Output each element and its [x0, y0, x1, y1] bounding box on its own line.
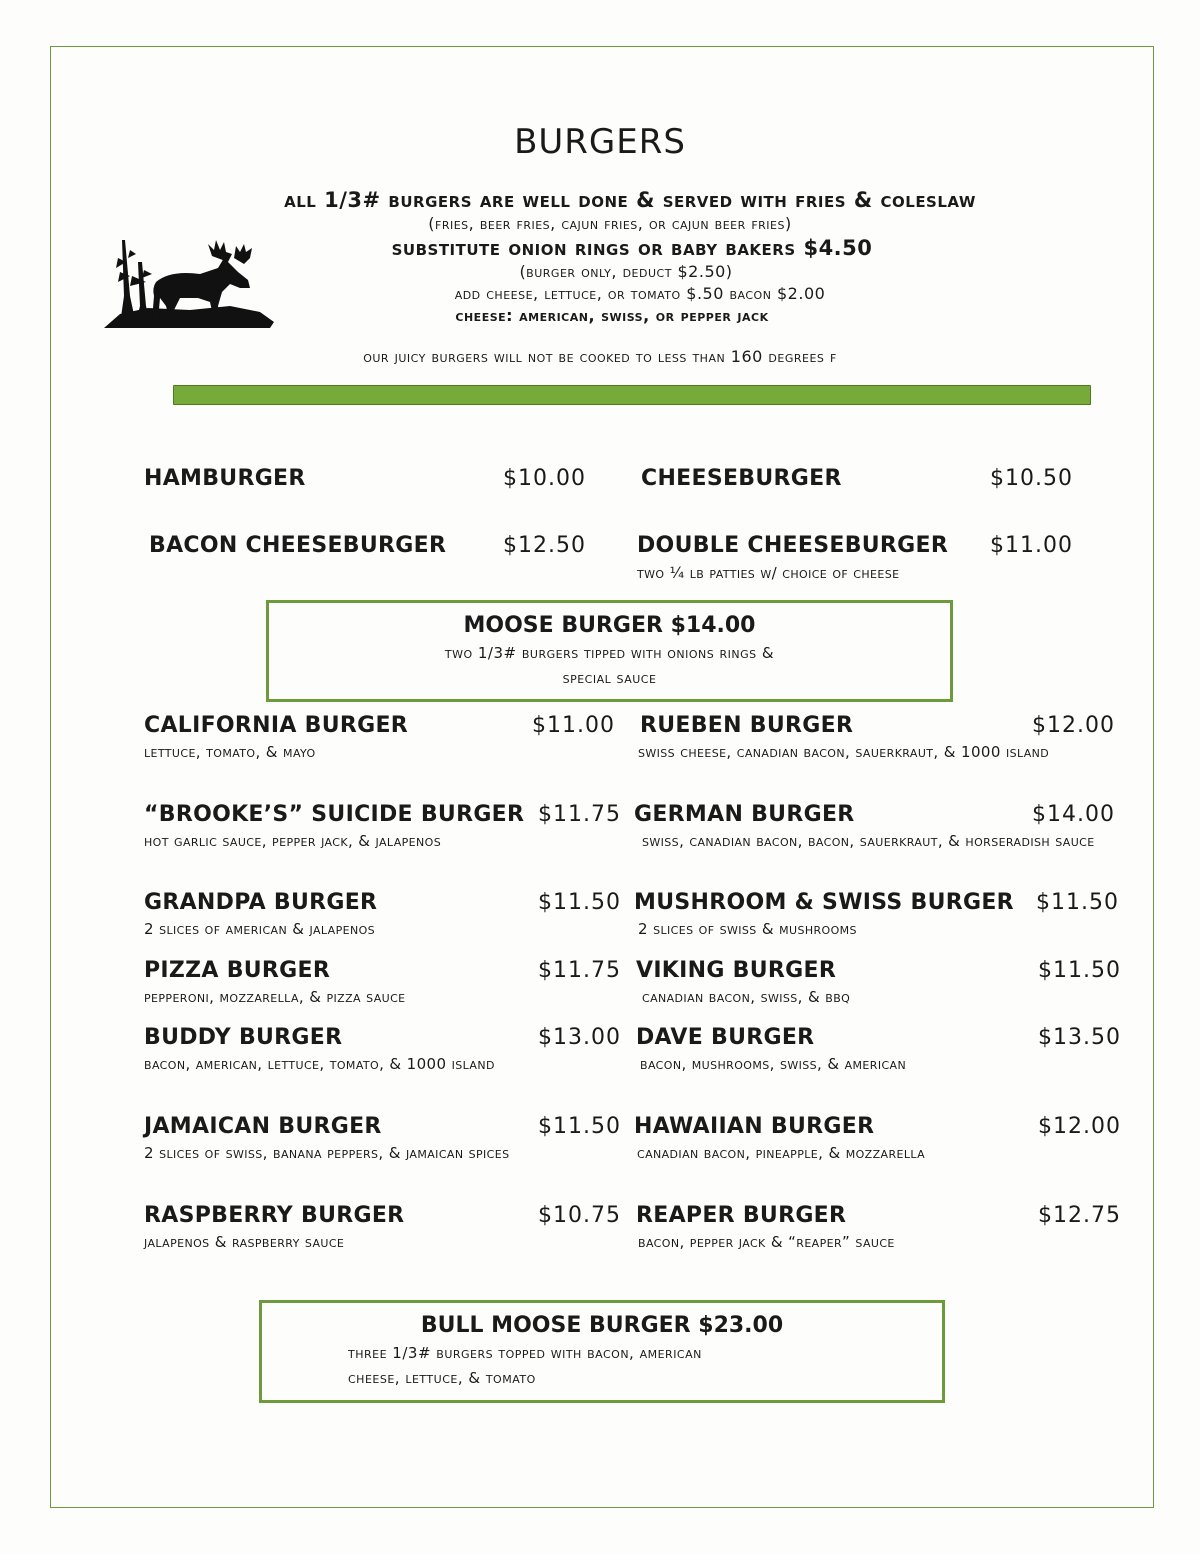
item-name-hawaiian: HAWAIIAN BURGER — [634, 1114, 875, 1139]
item-price-bacon-cheeseburger: $12.50 — [503, 533, 586, 558]
featured-moose-burger-box — [266, 600, 953, 702]
item-desc-dave: bacon, mushrooms, swiss, & american — [640, 1055, 907, 1073]
item-name-california: CALIFORNIA BURGER — [144, 713, 409, 738]
green-divider-bar — [173, 385, 1091, 405]
intro-cheese-choices: cheese: american, swiss, or pepper jack — [455, 306, 769, 325]
item-name-viking: VIKING BURGER — [636, 958, 837, 983]
item-name-grandpa: GRANDPA BURGER — [144, 890, 378, 915]
item-name-raspberry: RASPBERRY BURGER — [144, 1203, 405, 1228]
item-desc-hawaiian: canadian bacon, pineapple, & mozzarella — [637, 1144, 926, 1162]
featured-moose-burger-desc-line1: two 1/3# burgers tipped with onions rings & — [444, 644, 775, 662]
intro-cooking-note: our juicy burgers will not be cooked to less than 160 degrees f — [363, 347, 837, 366]
item-name-pizza: PIZZA BURGER — [144, 958, 331, 983]
item-desc-buddy: bacon, american, lettuce, tomato, & 1000 island — [144, 1055, 495, 1073]
item-desc-reaper: bacon, pepper jack & “reaper” sauce — [638, 1233, 895, 1251]
item-name-cheeseburger: CHEESEBURGER — [641, 466, 842, 491]
intro-add-ons: add cheese, lettuce, or tomato $.50 bacon $2.00 — [454, 284, 826, 303]
featured-moose-burger-desc-line2: special sauce — [562, 669, 657, 687]
item-name-german: GERMAN BURGER — [634, 802, 855, 827]
item-desc-double-cheeseburger: two ¼ lb patties w/ choice of cheese — [637, 564, 900, 582]
intro-burger-only: (burger only, deduct $2.50) — [519, 262, 733, 281]
item-price-california: $11.00 — [532, 713, 615, 738]
intro-served-with: all 1/3# burgers are well done & served with fries & coleslaw — [284, 188, 976, 212]
item-name-buddy: BUDDY BURGER — [144, 1025, 343, 1050]
item-desc-viking: canadian bacon, swiss, & bbq — [642, 988, 851, 1006]
item-name-double-cheeseburger: DOUBLE CHEESEBURGER — [637, 533, 949, 558]
item-price-german: $14.00 — [1032, 802, 1115, 827]
item-desc-grandpa: 2 slices of american & jalapenos — [144, 920, 376, 938]
item-desc-rueben: swiss cheese, canadian bacon, sauerkraut, & 1000 island — [638, 743, 1050, 761]
item-price-viking: $11.50 — [1038, 958, 1121, 983]
item-price-grandpa: $11.50 — [538, 890, 621, 915]
item-price-pizza: $11.75 — [538, 958, 621, 983]
item-name-reaper: REAPER BURGER — [636, 1203, 847, 1228]
item-price-double-cheeseburger: $11.00 — [990, 533, 1073, 558]
item-desc-mushroom-swiss: 2 slices of swiss & mushrooms — [638, 920, 857, 938]
item-name-brookes-suicide: “BROOKE’S” SUICIDE BURGER — [144, 802, 525, 827]
item-desc-german: swiss, canadian bacon, bacon, sauerkraut, & horseradish sauce — [642, 832, 1095, 850]
item-price-hawaiian: $12.00 — [1038, 1114, 1121, 1139]
featured-bull-moose-burger-title: BULL MOOSE BURGER $23.00 — [420, 1313, 784, 1338]
item-price-raspberry: $10.75 — [538, 1203, 621, 1228]
item-desc-raspberry: jalapenos & raspberry sauce — [144, 1233, 345, 1251]
item-desc-california: lettuce, tomato, & mayo — [144, 743, 316, 761]
item-desc-jamaican: 2 slices of swiss, banana peppers, & jamaican spices — [144, 1144, 510, 1162]
item-name-rueben: RUEBEN BURGER — [640, 713, 854, 738]
featured-moose-burger-title: MOOSE BURGER $14.00 — [463, 613, 756, 638]
featured-bull-moose-burger-desc-line2: cheese, lettuce, & tomato — [348, 1369, 536, 1387]
item-price-cheeseburger: $10.50 — [990, 466, 1073, 491]
item-price-buddy: $13.00 — [538, 1025, 621, 1050]
page-title: BURGERS — [514, 122, 686, 162]
featured-bull-moose-burger-box — [259, 1300, 945, 1403]
item-desc-pizza: pepperoni, mozzarella, & pizza sauce — [144, 988, 406, 1006]
intro-fries-options: (fries, beer fries, cajun fries, or cajun beer fries) — [428, 214, 792, 233]
moose-silhouette-icon — [100, 236, 276, 332]
intro-substitute: substitute onion rings or baby bakers $4.50 — [391, 236, 873, 260]
item-price-dave: $13.50 — [1038, 1025, 1121, 1050]
featured-bull-moose-burger-desc-line1: three 1/3# burgers topped with bacon, american — [348, 1344, 702, 1362]
item-desc-brookes-suicide: hot garlic sauce, pepper jack, & jalapenos — [144, 832, 442, 850]
item-name-mushroom-swiss: MUSHROOM & SWISS BURGER — [634, 890, 1014, 915]
item-price-jamaican: $11.50 — [538, 1114, 621, 1139]
item-price-reaper: $12.75 — [1038, 1203, 1121, 1228]
item-name-bacon-cheeseburger: BACON CHEESEBURGER — [149, 533, 447, 558]
item-price-rueben: $12.00 — [1032, 713, 1115, 738]
item-price-hamburger: $10.00 — [503, 466, 586, 491]
item-price-brookes-suicide: $11.75 — [538, 802, 621, 827]
item-name-hamburger: HAMBURGER — [144, 466, 306, 491]
item-name-dave: DAVE BURGER — [636, 1025, 815, 1050]
item-name-jamaican: JAMAICAN BURGER — [144, 1114, 382, 1139]
item-price-mushroom-swiss: $11.50 — [1036, 890, 1119, 915]
